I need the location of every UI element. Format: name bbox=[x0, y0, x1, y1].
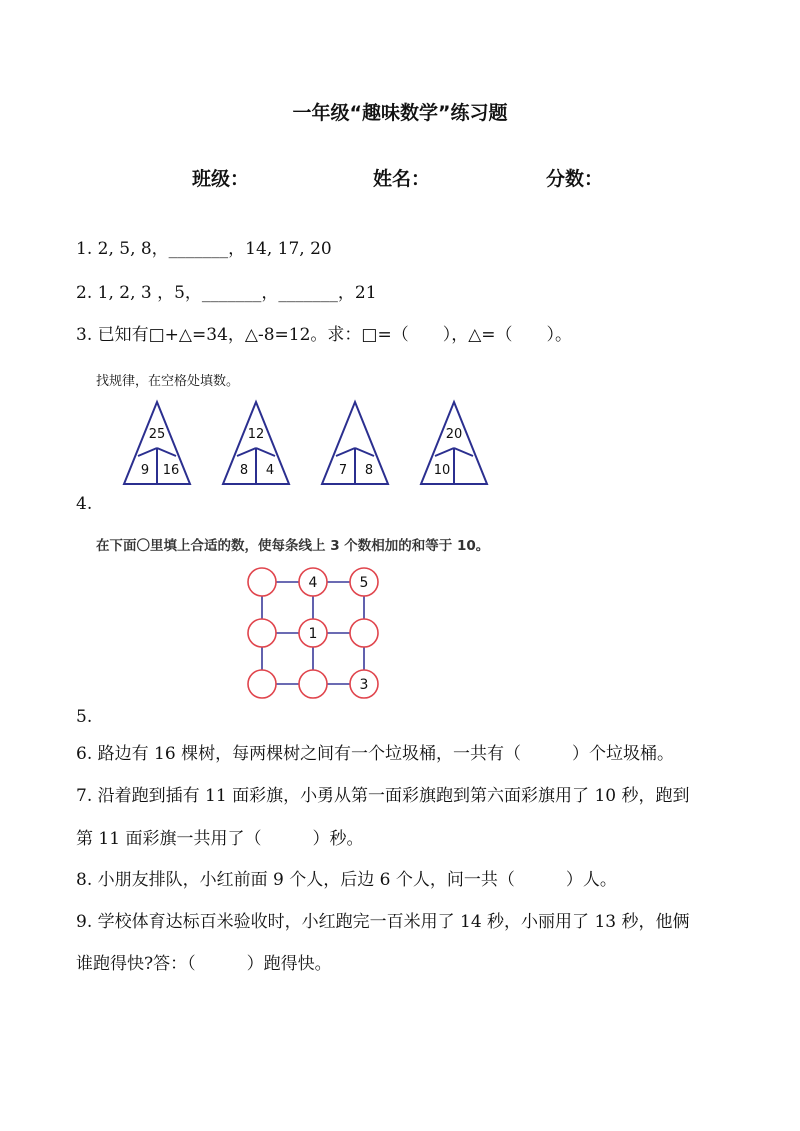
question-6: 6. 路边有 16 棵树，每两棵树之间有一个垃圾桶，一共有（ ）个垃圾桶。 bbox=[76, 744, 675, 764]
triangle-puzzle-4 bbox=[421, 402, 487, 484]
question-7-line-2: 第 11 面彩旗一共用了（ ）秒。 bbox=[76, 829, 364, 849]
score-label: 分数： bbox=[546, 168, 604, 190]
triangle-divider bbox=[355, 448, 374, 456]
question-4-number: 4. bbox=[76, 494, 93, 514]
name-label: 姓名： bbox=[373, 168, 431, 190]
question-1: 1. 2, 5, 8，_______，14, 17, 20 bbox=[76, 239, 332, 259]
grid-circle[interactable] bbox=[248, 670, 276, 698]
triangle-divider bbox=[237, 448, 256, 456]
triangle-puzzle-3 bbox=[322, 402, 388, 484]
question-4-instruction: 找规律，在空格处填数。 bbox=[96, 374, 240, 389]
triangle-puzzle-2 bbox=[223, 402, 289, 484]
grid-circle-value: 4 bbox=[308, 575, 318, 591]
triangle-left-value: 10 bbox=[433, 463, 451, 478]
triangle-top-value: 25 bbox=[148, 427, 166, 442]
grid-circle-value: 1 bbox=[308, 626, 318, 642]
triangle-top-value: 20 bbox=[445, 427, 463, 442]
page-title: 一年级“趣味数学”练习题 bbox=[292, 102, 508, 124]
triangle-puzzle-1 bbox=[124, 402, 190, 484]
grid-circle[interactable] bbox=[350, 619, 378, 647]
grid-circle-value: 3 bbox=[359, 677, 369, 693]
class-label: 班级： bbox=[192, 168, 250, 190]
question-3: 3. 已知有□+△=34，△-8=12。求：□=（ ），△=（ ）。 bbox=[76, 325, 573, 345]
triangle-left-value: 8 bbox=[239, 463, 249, 478]
question-9-line-1: 9. 学校体育达标百米验收时，小红跑完一百米用了 14 秒，小丽用了 13 秒，他俩 bbox=[76, 912, 690, 932]
triangle-right-value: 16 bbox=[162, 463, 180, 478]
triangle-divider bbox=[454, 448, 473, 456]
triangle-divider bbox=[138, 448, 157, 456]
triangle-divider bbox=[435, 448, 454, 456]
question-9-line-2: 谁跑得快?答：（ ）跑得快。 bbox=[76, 954, 332, 974]
grid-circle[interactable] bbox=[299, 670, 327, 698]
question-8: 8. 小朋友排队，小红前面 9 个人，后边 6 个人，问一共（ ）人。 bbox=[76, 870, 617, 890]
question-7-line-1: 7. 沿着跑到插有 11 面彩旗，小勇从第一面彩旗跑到第六面彩旗用了 10 秒，跑到 bbox=[76, 786, 690, 806]
triangle-top-value: 12 bbox=[247, 427, 265, 442]
triangle-left-value: 7 bbox=[338, 463, 348, 478]
triangle-right-value: 8 bbox=[364, 463, 374, 478]
question-2: 2. 1, 2, 3 ，5，_______，_______，21 bbox=[76, 283, 377, 303]
question-5-number: 5. bbox=[76, 707, 93, 727]
grid-circle[interactable] bbox=[248, 619, 276, 647]
circle-grid bbox=[240, 562, 390, 706]
triangle-puzzles bbox=[110, 398, 510, 490]
triangle-left-value: 9 bbox=[140, 463, 150, 478]
triangle-divider bbox=[256, 448, 275, 456]
triangle-divider bbox=[157, 448, 176, 456]
question-5-instruction: 在下面〇里填上合适的数，使每条线上 3 个数相加的和等于 10。 bbox=[96, 538, 490, 554]
grid-circle-value: 5 bbox=[359, 575, 369, 591]
triangle-right-value: 4 bbox=[265, 463, 275, 478]
grid-circle[interactable] bbox=[248, 568, 276, 596]
triangle-divider bbox=[336, 448, 355, 456]
